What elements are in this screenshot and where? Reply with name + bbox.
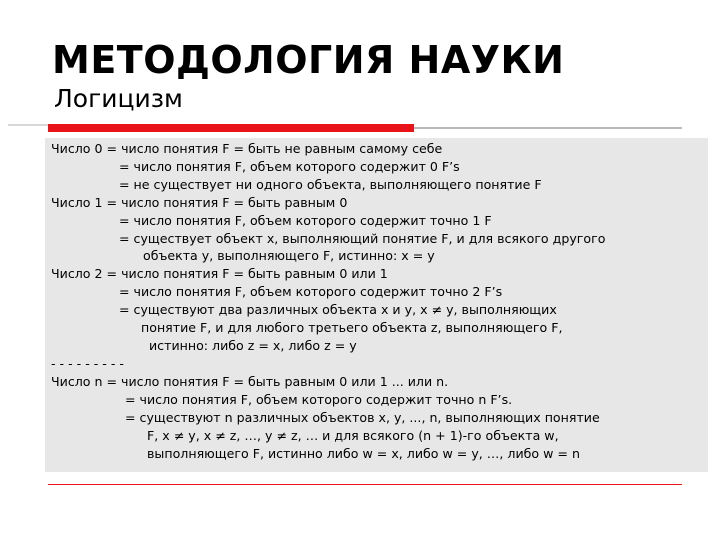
- text-line: понятие F, и для любого третьего объекта z, выполняющего F,: [141, 320, 563, 335]
- text-line: = число понятия F, объем которого содержит точно 2 F’s: [119, 284, 503, 299]
- text-line: = не существует ни одного объекта, выполняющего понятие F: [119, 177, 542, 192]
- decor-line-left: [8, 124, 48, 126]
- text-line: Число 2 = число понятия F = быть равным 0 или 1: [51, 266, 388, 281]
- gray-divider-line: [414, 127, 682, 129]
- slide-title: МЕТОДОЛОГИЯ НАУКИ: [52, 38, 565, 82]
- text-line: истинно: либо z = x, либо z = y: [149, 338, 357, 353]
- slide-subtitle: Логицизм: [54, 84, 183, 113]
- text-line: = существуют два различных объекта x и y, x ≠ y, выполняющих: [119, 302, 557, 317]
- text-line: F, x ≠ y, x ≠ z, …, y ≠ z, … и для всякого (n + 1)-го объекта w,: [147, 428, 559, 443]
- separator-dashes: - - - - - - - - -: [51, 356, 124, 371]
- content-box: [45, 138, 708, 472]
- bottom-red-line: [48, 484, 682, 485]
- text-line: Число 1 = число понятия F = быть равным 0: [51, 195, 348, 210]
- red-divider-bar: [48, 124, 414, 132]
- text-line: = число понятия F, объем которого содержит точно 1 F: [119, 213, 492, 228]
- text-line: Число n = число понятия F = быть равным 0 или 1 ... или n.: [51, 374, 449, 389]
- text-line: Число 0 = число понятия F = быть не равным самому себе: [51, 141, 443, 156]
- text-line: = число понятия F, объем которого содержит точно n F’s.: [125, 392, 513, 407]
- text-line: объекта y, выполняющего F, истинно: x = y: [143, 248, 435, 263]
- text-line: = число понятия F, объем которого содержит 0 F’s: [119, 159, 460, 174]
- text-line: выполняющего F, истинно либо w = x, либо w = y, …, либо w = n: [147, 446, 580, 461]
- text-line: = существуют n различных объектов x, y, ..., n, выполняющих понятие: [125, 410, 600, 425]
- text-line: = существует объект x, выполняющий понятие F, и для всякого другого: [119, 231, 606, 246]
